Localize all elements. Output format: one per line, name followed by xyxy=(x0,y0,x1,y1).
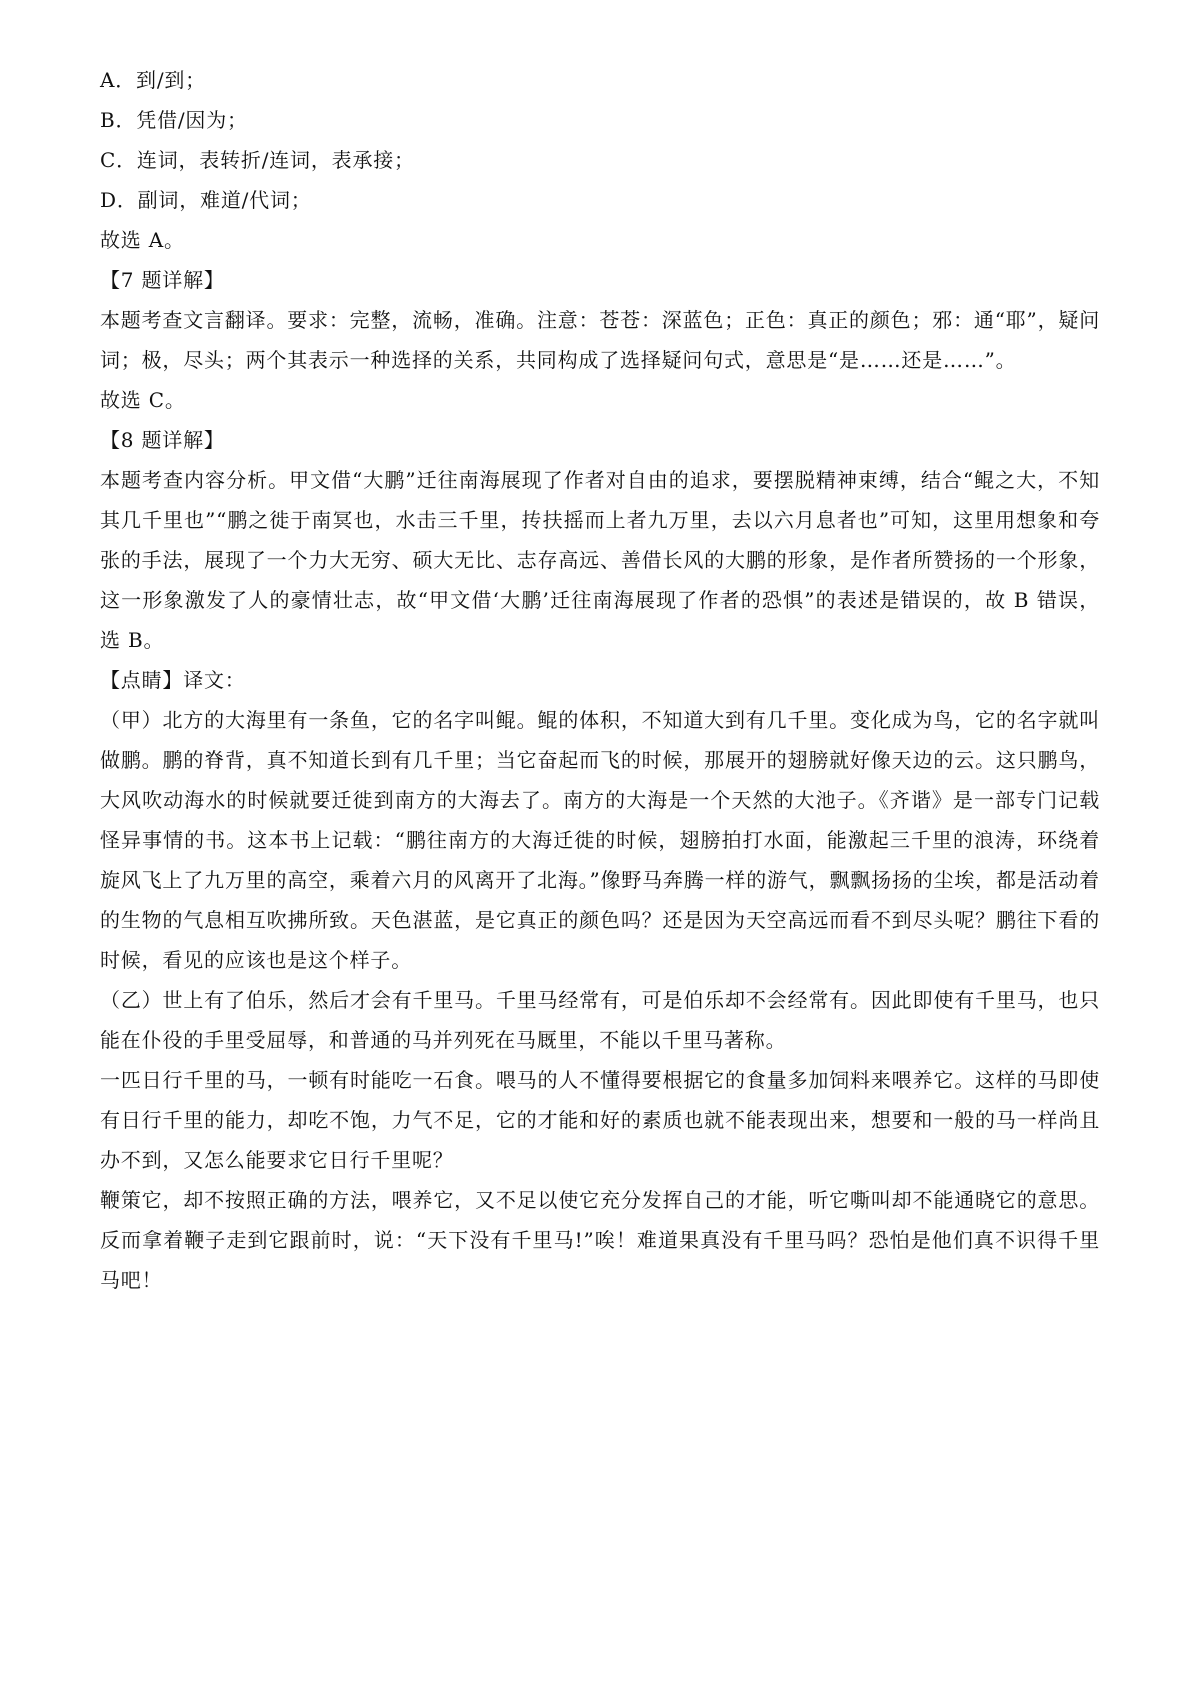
answer-select-a: 故选 A。 xyxy=(100,228,185,252)
option-d-line: D．副词，难道/代词； xyxy=(100,188,312,212)
document-page xyxy=(100,60,1100,1300)
q7-heading: 【7 题详解】 xyxy=(100,268,225,292)
option-c-line: C．连词，表转折/连词，表承接； xyxy=(100,148,415,172)
q8-explanation: 本题考查内容分析。甲文借“大鹏”迁往南海展现了作者对自由的追求，要摆脱精神束缚，结合“鲲之大，不知其几千里也”“鹏之徙于南冥也，水击三千里，抟扶摇而上者九万里，去以六月息者也”可知，这里用想象和夸张的手法，展现了一个力大无穷、硕大无比、志存高远、善借长风的大鹏的形象，是作者所赞扬的一个形象，这一形象激发了人的豪情壮志，故“甲文借‘大鹏’迁往南海展现了作者的恐惧”的表述是错误的，故 B 错误，选 B。 xyxy=(100,468,1100,652)
answer-select-c: 故选 C。 xyxy=(100,388,186,412)
translation-yi-3: 鞭策它，却不按照正确的方法，喂养它，又不足以使它充分发挥自己的才能，听它嘶叫却不能通晓它的意思。反而拿着鞭子走到它跟前时，说：“天下没有千里马!”唉！难道果真没有千里马吗？恐怕是他们真不识得千里马吧！ xyxy=(100,1188,1100,1292)
translation-yi-2: 一匹日行千里的马，一顿有时能吃一石食。喂马的人不懂得要根据它的食量多加饲料来喂养它。这样的马即使有日行千里的能力，却吃不饱，力气不足，它的才能和好的素质也就不能表现出来，想要和一般的马一样尚且办不到，又怎么能要求它日行千里呢？ xyxy=(100,1068,1100,1172)
q7-explanation: 本题考查文言翻译。要求：完整，流畅，准确。注意：苍苍：深蓝色；正色：真正的颜色；邪：通“耶”，疑问词；极，尽头；两个其表示一种选择的关系，共同构成了选择疑问句式，意思是“是……还是……”。 xyxy=(100,308,1100,372)
dianjing-heading: 【点睛】译文： xyxy=(100,668,246,692)
option-b-line: B．凭借/因为； xyxy=(100,108,248,132)
translation-yi-1: （乙）世上有了伯乐，然后才会有千里马。千里马经常有，可是伯乐却不会经常有。因此即使有千里马，也只能在仆役的手里受屈辱，和普通的马并列死在马厩里，不能以千里马著称。 xyxy=(100,988,1100,1052)
option-a-line: A．到/到； xyxy=(100,68,206,92)
translation-jia: （甲）北方的大海里有一条鱼，它的名字叫鲲。鲲的体积，不知道大到有几千里。变化成为鸟，它的名字就叫做鹏。鹏的脊背，真不知道长到有几千里；当它奋起而飞的时候，那展开的翅膀就好像天边的云。这只鹏鸟，大风吹动海水的时候就要迁徙到南方的大海去了。南方的大海是一个天然的大池子。《齐谐》是一部专门记载怪异事情的书。这本书上记载：“鹏往南方的大海迁徙的时候，翅膀拍打水面，能激起三千里的浪涛，环绕着旋风飞上了九万里的高空，乘着六月的风离开了北海。”像野马奔腾一样的游气，飘飘扬扬的尘埃，都是活动着的生物的气息相互吹拂所致。天色湛蓝，是它真正的颜色吗？还是因为天空高远而看不到尽头呢？鹏往下看的时候，看见的应该也是这个样子。 xyxy=(100,708,1100,972)
q8-heading: 【8 题详解】 xyxy=(100,428,225,452)
